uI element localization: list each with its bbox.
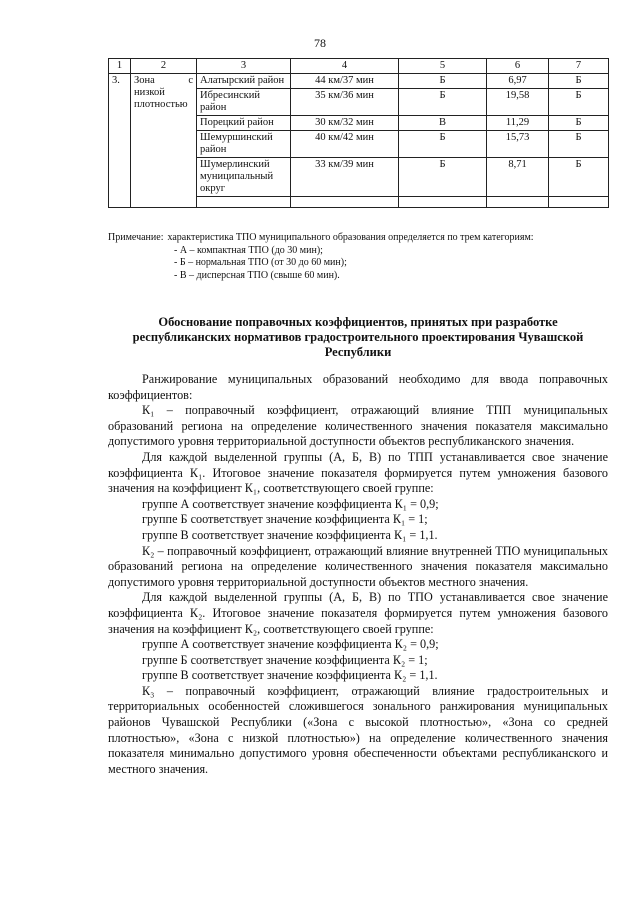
paragraph: группе В соответствует значение коэффициента К₁ = 1,1.: [142, 527, 438, 542]
table-header-cell: 7: [549, 59, 609, 74]
body-text: [108, 372, 608, 777]
note-item: - Б – нормальная ТПО (от 30 до 60 мин);: [174, 257, 347, 268]
table-header-cell: 6: [487, 59, 549, 74]
value-cell: 11,29: [487, 116, 549, 131]
group-cell: Б: [549, 74, 609, 89]
value-cell: 8,71: [487, 158, 549, 197]
paragraph: группе А соответствует значение коэффициента К₂ = 0,9;: [142, 637, 439, 652]
note-item: - А – компактная ТПО (до 30 мин);: [174, 244, 323, 256]
time-cell: 35 км/36 мин: [291, 89, 399, 116]
district-cell: Ибресинский район: [197, 89, 291, 116]
table-header-cell: 5: [399, 59, 487, 74]
district-cell: Порецкий район: [197, 116, 291, 131]
data-table: [108, 58, 609, 208]
paragraph: К₁ – поправочный коэффициент, отражающий влияние ТПП муниципальных образований региона на определение количественного значения показателя максимально допустимого уровня территориальной доступности объектов республиканского значения.: [108, 403, 608, 449]
group-cell: В: [399, 116, 487, 131]
table-header-cell: 3: [197, 59, 291, 74]
value-cell: 6,97: [487, 74, 549, 89]
district-cell: Алатырский район: [197, 74, 291, 89]
time-cell: 30 км/32 мин: [291, 116, 399, 131]
paragraph: Для каждой выделенной группы (А, Б, В) по ТПП устанавливается свое значение коэффициента К₁. Итоговое значение показателя формируется путем умножения базового значения на коэффициент К₁, соответствующего своей группе:: [108, 449, 608, 496]
group-cell: Б: [549, 89, 609, 116]
section-heading: Обоснование поправочных коэффициентов, принятых при разработке республиканских нормативов градостроительного проектирования Чувашской Республики: [132, 315, 584, 359]
paragraph: Ранжирование муниципальных образований необходимо для ввода поправочных коэффициентов:: [108, 372, 608, 402]
group-cell: Б: [399, 74, 487, 89]
group-cell: Б: [549, 158, 609, 197]
table-header-cell: 4: [291, 59, 399, 74]
paragraph: группе В соответствует значение коэффициента К₂ = 1,1.: [142, 668, 438, 683]
group-cell: Б: [399, 89, 487, 116]
value-cell: 15,73: [487, 131, 549, 158]
group-cell: Б: [399, 158, 487, 197]
empty-cell: [197, 197, 291, 208]
paragraph: К₂ – поправочный коэффициент, отражающий влияние внутренней ТПО муниципальных образований региона на определение количественного значения показателя максимально допустимого уровня территориальной доступности объектов местного значения.: [108, 543, 608, 589]
group-cell: Б: [549, 116, 609, 131]
paragraph: К₃ – поправочный коэффициент, отражающий влияние градостроительных и территориальных особенностей сложившегося зонального ранжирования муниципальных районов Чувашской Республики («Зона с высокой плотностью», «Зона со средней плотностью», «Зона с низкой плотностью») на определение количественного значения показателя минимально допустимого уровня обеспеченности объектами республиканского и местного значения.: [108, 683, 608, 776]
group-number-cell: 3.: [109, 74, 131, 208]
paragraph: группе Б соответствует значение коэффициента К₂ = 1;: [142, 652, 428, 667]
table-row: [109, 74, 609, 89]
empty-cell: [549, 197, 609, 208]
district-cell: Шумерлинский муниципальный округ: [197, 158, 291, 197]
group-name-cell: Зона с низкой плотностью: [131, 74, 197, 208]
empty-cell: [399, 197, 487, 208]
note-lead: [108, 232, 608, 245]
paragraph: Для каждой выделенной группы (А, Б, В) по ТПО устанавливается свое значение коэффициента К₂. Итоговое значение показателя формируется путем умножения базового значения на коэффициент К₂, соответствующего своей группе:: [108, 590, 608, 636]
paragraph: группе Б соответствует значение коэффициента К₁ = 1;: [142, 512, 428, 527]
empty-cell: [291, 197, 399, 208]
group-cell: Б: [399, 131, 487, 158]
note-text: характеристика ТПО муниципального образования определяется по трем категориям:: [167, 232, 534, 243]
group-cell: Б: [549, 131, 609, 158]
table-header-row: [109, 59, 609, 74]
table-header-cell: 2: [131, 59, 197, 74]
value-cell: 19,58: [487, 89, 549, 116]
page-number: 78: [314, 36, 326, 50]
time-cell: 44 км/37 мин: [291, 74, 399, 89]
time-cell: 40 км/42 мин: [291, 131, 399, 158]
paragraph: группе А соответствует значение коэффициента К₁ = 0,9;: [142, 496, 439, 511]
table-header-cell: 1: [109, 59, 131, 74]
table-note: [108, 232, 608, 282]
note-label: Примечание:: [108, 232, 164, 243]
empty-cell: [487, 197, 549, 208]
district-cell: Шемуршинский район: [197, 131, 291, 158]
note-item: - В – дисперсная ТПО (свыше 60 мин).: [174, 269, 340, 281]
time-cell: 33 км/39 мин: [291, 158, 399, 197]
